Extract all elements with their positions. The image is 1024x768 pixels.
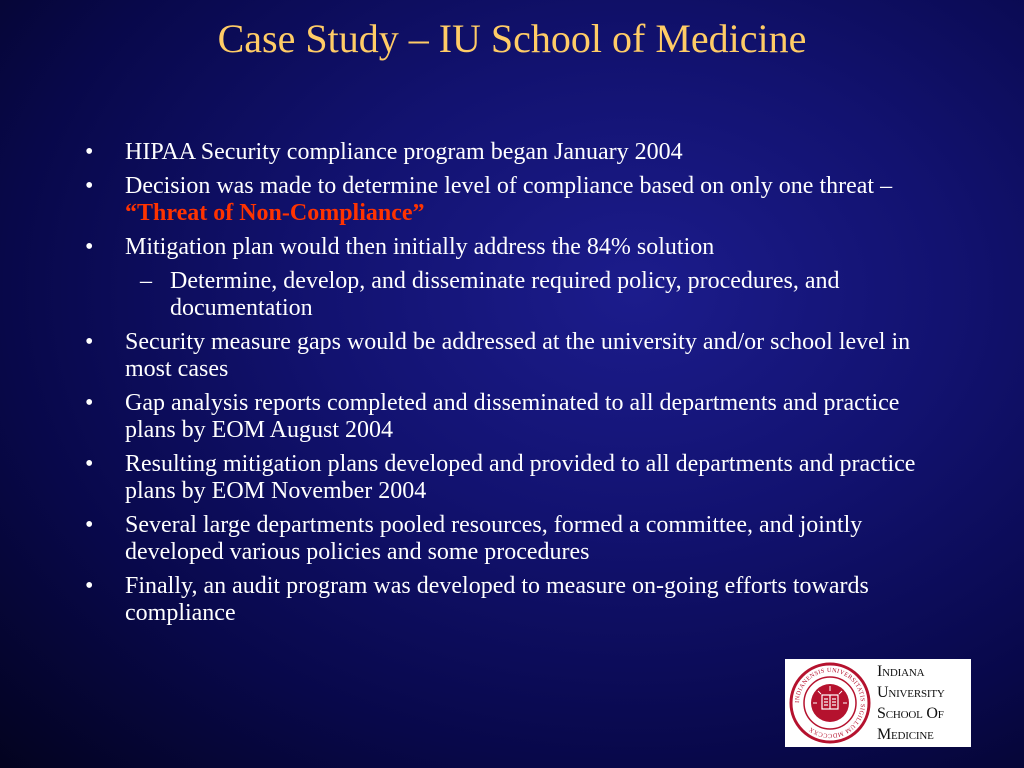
bullet-text: Gap analysis reports completed and disseminated to all departments and practice plans by EOM August 2004 xyxy=(125,390,900,443)
logo-line: Indiana xyxy=(877,663,925,680)
emphasis-text: “Threat of Non-Compliance” xyxy=(125,200,425,226)
bullet-marker: • xyxy=(85,329,94,355)
bullet-marker: • xyxy=(85,451,94,477)
iu-school-of-medicine-logo xyxy=(785,659,971,747)
bullet-item xyxy=(84,329,934,383)
sub-bullet-item xyxy=(84,268,934,322)
bullet-marker: • xyxy=(85,173,94,199)
bullet-marker: • xyxy=(85,139,94,165)
seal-text: INDIANENSIS UNIVERSITATIS SIGILLUM MDCCCXX xyxy=(793,666,867,740)
logo-wordmark xyxy=(877,661,971,745)
bullet-text: Several large departments pooled resources, formed a committee, and jointly developed various policies and some procedures xyxy=(125,512,863,565)
bullet-marker: • xyxy=(85,390,94,416)
bullet-text: Mitigation plan would then initially address the 84% solution xyxy=(125,234,715,260)
logo-line: University xyxy=(877,684,945,701)
slide-title: Case Study – IU School of Medicine xyxy=(217,16,807,61)
sub-bullet-marker: – xyxy=(140,268,152,294)
university-seal-icon xyxy=(789,662,871,744)
bullet-item xyxy=(84,573,934,627)
bullet-text: Security measure gaps would be addressed at the university and/or school level in most cases xyxy=(125,329,911,382)
bullet-marker: • xyxy=(85,573,94,599)
bullet-item xyxy=(84,451,934,505)
bullet-text: Resulting mitigation plans developed and provided to all departments and practice plans by EOM November 2004 xyxy=(125,451,916,504)
bullet-text: HIPAA Security compliance program began January 2004 xyxy=(125,139,683,165)
bullet-list xyxy=(84,139,934,634)
bullet-marker: • xyxy=(85,234,94,260)
bullet-text: Decision was made to determine level of compliance based on only one threat – xyxy=(125,173,893,199)
sub-bullet-text: Determine, develop, and disseminate required policy, procedures, and documentation xyxy=(170,268,840,321)
bullet-item xyxy=(84,512,934,566)
bullet-text: Finally, an audit program was developed to measure on-going efforts towards compliance xyxy=(125,573,869,626)
bullet-item xyxy=(84,390,934,444)
logo-line: School Of xyxy=(877,705,944,722)
bullet-item xyxy=(84,173,934,227)
logo-line: Medicine xyxy=(877,726,934,743)
bullet-marker: • xyxy=(85,512,94,538)
bullet-item xyxy=(84,139,934,166)
bullet-item xyxy=(84,234,934,261)
